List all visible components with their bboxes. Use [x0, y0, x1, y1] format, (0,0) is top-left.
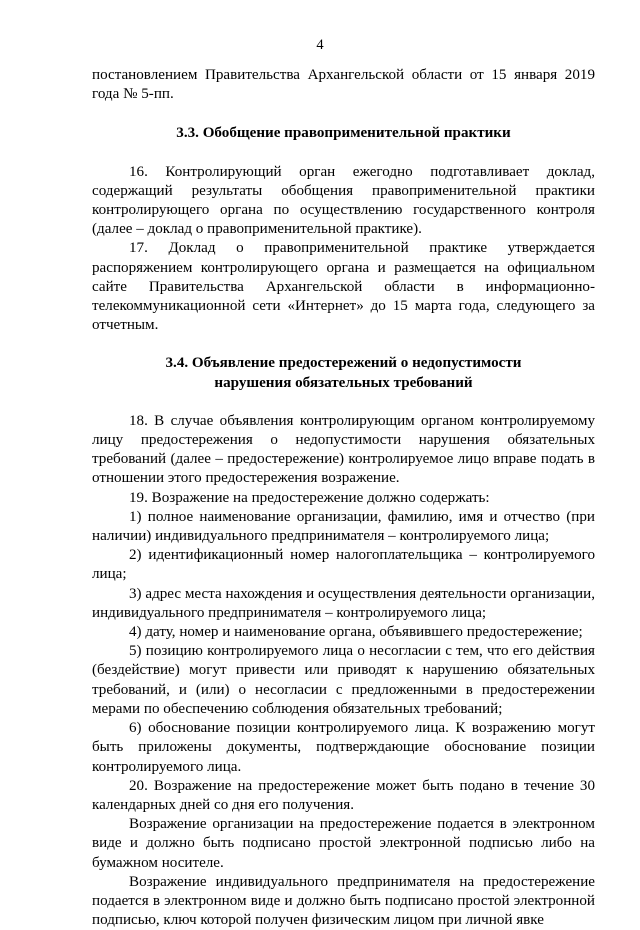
paragraph-17: 17. Доклад о правоприменительной практике утверждается распоряжением контролирующего органа и размещается на официальном сайте Правительства Архангельской области в информационно-телекоммуникационной сети «Интернет» до 15 марта года, следующего за отчетным. [92, 240, 595, 334]
list-item-2: 2) идентификационный номер налогоплательщика – контролируемого лица; [92, 547, 595, 583]
page-number: 4 [316, 37, 324, 53]
paragraph-19: 19. Возражение на предостережение должно содержать: [129, 489, 490, 506]
paragraph-20: 20. Возражение на предостережение может быть подано в течение 30 календарных дней со дня его получения. [92, 777, 595, 813]
section-heading-3-4-line2: нарушения обязательных требований [214, 374, 473, 391]
intro-paragraph: постановлением Правительства Архангельской области от 15 января 2019 года № 5-пп. [92, 67, 595, 103]
list-item-1: 1) полное наименование организации, фамилию, имя и отчество (при наличии) индивидуального предпринимателя – контролируемого лица; [92, 508, 595, 545]
list-item-5: 5) позицию контролируемого лица о несогласии с тем, что его действия (бездействие) могут привести или приводят к нарушению обязательных требований, и (или) о несогласии с предложенными в предостережении мерами по обеспечению соблюдения обязательных требований; [92, 643, 595, 717]
list-item-4: 4) дату, номер и наименование органа, объявившего предостережение; [129, 624, 583, 641]
paragraph-entrepreneur-objection: Возражение индивидуального предпринимателя на предостережение подается в электронном виде и должно быть подписано простой электронной подписью, ключ которой получен физическим лицом при личной явке [92, 873, 595, 929]
paragraph-18: 18. В случае объявления контролирующим органом контролируемому лицу предостережения о недопустимости нарушения обязательных требований (далее – предостережение) контролируемое лицо вправе подать в отношении этого предостережения возражение. [92, 412, 595, 487]
paragraph-16: 16. Контролирующий орган ежегодно подготавливает доклад, содержащий результаты обобщения правоприменительной практики контролирующего органа по осуществлению государственного контроля (далее – доклад о правоприменительной практике). [92, 163, 595, 238]
section-heading-3-4-line1: 3.4. Объявление предостережений о недопустимости [165, 355, 522, 372]
list-item-3: 3) адрес места нахождения и осуществления деятельности организации, индивидуального предпринимателя – контролируемого лица; [92, 585, 595, 621]
paragraph-organization-objection: Возражение организации на предостережение подается в электронном виде и должно быть подписано простой электронной подписью либо на бумажном носителе. [92, 816, 595, 871]
section-heading-3-3: 3.3. Обобщение правоприменительной практики [176, 125, 511, 142]
list-item-6: 6) обоснование позиции контролируемого лица. К возражению могут быть приложены документы, подтверждающие обоснование позиции контролируемого лица. [92, 720, 595, 775]
section-heading-3-4 [92, 354, 595, 392]
document-body [92, 66, 595, 930]
